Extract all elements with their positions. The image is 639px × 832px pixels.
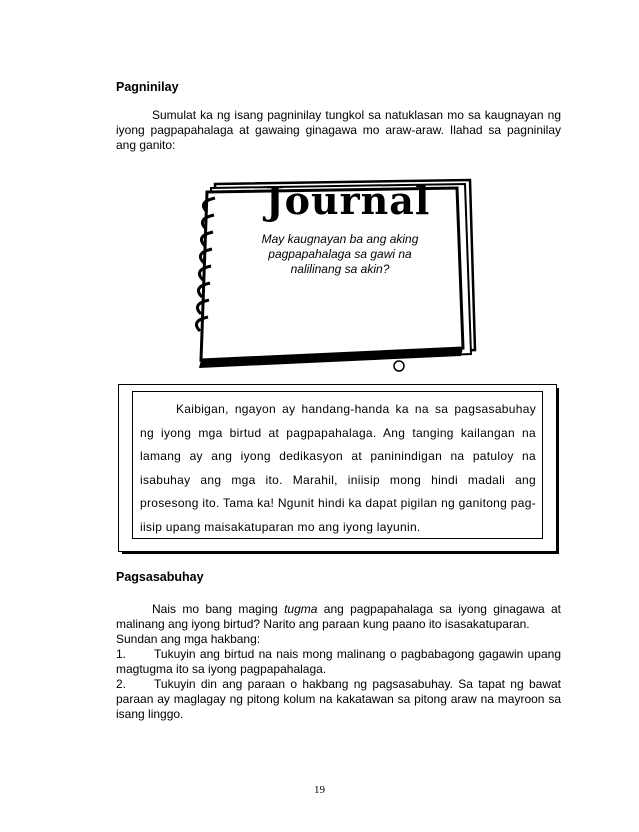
step-number-2: 2. [116,677,127,691]
textbox-message: Kaibigan, ngayon ay handang-handa ka na sa pagsasabuhay ng iyong mga birtud at pagpapahalaga. Ang tanging kailangan na lamang ay ang iyong dedikasyon at paninindigan na patuloy na isabuhay ang mga ito. Marahil, iniisip mong hindi madali ang prosesong ito. Tama ka! Ngunit hindi ka dapat pigilan ng ganitong pag-iisip upang maisakatuparan mo ang iyong layunin. [140,402,536,534]
step-item-1 [116,647,561,677]
step-text-1: Tukuyin ang birtud na nais mong malinang o pagbabagong gagawin upang magtugma ito sa iyong pagpapahalaga. [116,647,561,676]
step-number-1: 1. [116,647,127,661]
pagsasabuhay-intro [116,602,561,632]
intro-text-before: Nais mo bang maging [152,602,285,616]
step-item-2 [116,677,561,722]
pagninilay-paragraph: Sumulat ka ng isang pagninilay tungkol sa natuklasan mo sa kaugnayan ng iyong pagpapahalaga at gawaing ginagawa mo araw-araw. Ilahad sa pagninilay ang ganito: [116,108,561,152]
section-heading-pagsasabuhay: Pagsasabuhay [116,570,204,584]
page-number: 19 [314,784,325,796]
intro-text-after: ang pagpapahalaga sa iyong ginagawa at malinang ang iyong birtud? Narito ang paraan kung paano ito isasakatuparan. [116,602,561,631]
step-text-2: Tukuyin din ang paraan o hakbang ng pagsasabuhay. Sa tapat ng bawat paraan ay maglagay ng pitong kolum na kakatawan sa pitong araw na mayroon sa isang linggo. [116,677,561,721]
journal-question: May kaugnayan ba ang aking pagpapahalaga sa gawi na nalilinang sa akin? [261,232,419,276]
journal-title: Journal [265,178,431,223]
steps-label: Sundan ang mga hakbang: [116,632,261,646]
intro-emphasis: tugma [284,602,318,616]
section-heading-pagninilay: Pagninilay [116,80,179,94]
